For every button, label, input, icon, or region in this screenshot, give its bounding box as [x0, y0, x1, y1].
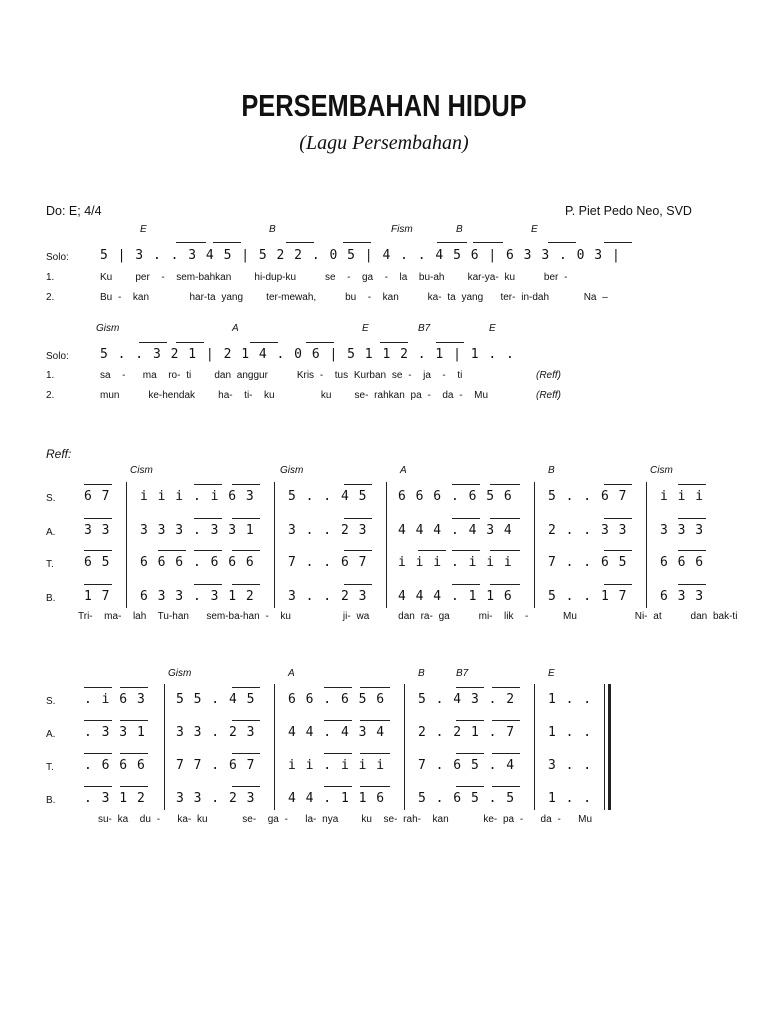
beam	[360, 720, 390, 721]
beam	[437, 242, 467, 243]
beam	[344, 550, 372, 551]
beam	[452, 518, 480, 519]
beam	[344, 518, 372, 519]
tenor-notes: 3 . .	[548, 758, 593, 773]
beam	[548, 242, 576, 243]
soprano-notes: 5 . 4 3 . 2	[418, 692, 516, 707]
voice-label-tenor: T.	[46, 559, 54, 570]
voice-label-bass: B.	[46, 593, 56, 604]
beam	[139, 342, 167, 343]
reff-marker: (Reff)	[536, 390, 561, 401]
beam	[492, 687, 520, 688]
soprano-notes: 1 . .	[548, 692, 593, 707]
bass-notes: 1 . .	[548, 791, 593, 806]
tenor-notes: . 6 6 6	[84, 758, 146, 773]
tenor-notes: 6 5	[84, 555, 111, 570]
beam	[232, 687, 260, 688]
reff-marker: (Reff)	[536, 370, 561, 381]
alto-notes: 4 4 4 . 4 3 4	[398, 523, 513, 538]
soprano-notes: i i i	[660, 489, 705, 504]
chord: B	[456, 224, 463, 235]
beam	[232, 753, 260, 754]
bass-notes: 5 . . 1 7	[548, 589, 628, 604]
beam	[84, 720, 112, 721]
barline	[164, 684, 165, 810]
beam	[490, 550, 520, 551]
chord: E	[489, 323, 496, 334]
tenor-notes: i i i . i i i	[398, 555, 513, 570]
beam	[436, 342, 464, 343]
lyrics-verse-1: Ku per - sem-bahkan hi-dup-ku se - ga - la bu-ah kar-ya- ku ber -	[100, 272, 568, 283]
alto-notes: 2 . 2 1 . 7	[418, 725, 516, 740]
refrain-lyrics: su- ka du - ka- ku se- ga - la- nya ku se- rah- kan ke- pa - da - Mu	[98, 814, 593, 825]
beam	[324, 720, 352, 721]
chord: E	[140, 224, 147, 235]
beam	[213, 242, 241, 243]
lyrics-verse-1: sa - ma ro- ti dan anggur Kris - tus Kurban se - ja - ti	[100, 370, 463, 381]
barline	[534, 684, 535, 810]
tenor-notes: 7 . . 6 5	[548, 555, 628, 570]
chord: Gism	[96, 323, 120, 334]
beam	[120, 753, 148, 754]
beam	[604, 518, 632, 519]
beam	[456, 753, 484, 754]
beam	[492, 720, 520, 721]
voice-label-solo: Solo:	[46, 351, 69, 362]
beam	[452, 484, 480, 485]
beam	[232, 484, 260, 485]
voice-label-bass: B.	[46, 795, 56, 806]
chord: Gism	[280, 465, 304, 476]
beam	[286, 242, 314, 243]
beam	[604, 550, 632, 551]
alto-notes: 3 3 . 2 3	[176, 725, 256, 740]
song-title: PERSEMBAHAN HIDUP	[241, 88, 527, 123]
beam	[678, 584, 706, 585]
bass-notes: 5 . 6 5 . 5	[418, 791, 516, 806]
beam	[418, 550, 446, 551]
beam	[194, 550, 222, 551]
beam	[344, 484, 372, 485]
bass-notes: . 3 1 2	[84, 791, 146, 806]
beam	[678, 518, 706, 519]
refrain-heading: Reff:	[46, 447, 72, 461]
beam	[194, 584, 222, 585]
barline	[646, 482, 647, 608]
beam	[452, 584, 480, 585]
beam	[452, 550, 480, 551]
bass-notes: 6 3 3 . 3 1 2	[140, 589, 255, 604]
beam	[120, 720, 148, 721]
alto-notes: 3 3 3	[660, 523, 705, 538]
voice-label-solo: Solo:	[46, 252, 69, 263]
song-subtitle: (Lagu Persembahan)	[299, 132, 469, 154]
beam	[84, 753, 112, 754]
soprano-notes: i i i . i 6 3	[140, 489, 255, 504]
verse-number: 2.	[46, 292, 55, 303]
chord: B	[418, 668, 425, 679]
beam	[84, 584, 112, 585]
beam	[84, 518, 112, 519]
alto-notes: 3 3 3 . 3 3 1	[140, 523, 255, 538]
tenor-notes: 6 6 6	[660, 555, 705, 570]
beam	[324, 687, 352, 688]
beam	[158, 550, 186, 551]
chord: B	[548, 465, 555, 476]
bass-notes: 4 4 4 . 1 1 6	[398, 589, 513, 604]
chord: B7	[456, 668, 469, 679]
solo-notes: 5 | 3 . . 3 4 5 | 5 2 2 . 0 5 | 4 . . 4 5 6 | 6 3 3 . 0 3 |	[100, 248, 621, 263]
beam	[232, 584, 260, 585]
beam	[324, 753, 352, 754]
bass-notes: 3 3 . 2 3	[176, 791, 256, 806]
chord: Cism	[650, 465, 673, 476]
bass-notes: 1 7	[84, 589, 111, 604]
barline	[404, 684, 405, 810]
soprano-notes: 5 5 . 4 5	[176, 692, 256, 707]
beam	[678, 484, 706, 485]
beam	[194, 484, 222, 485]
chord: E	[548, 668, 555, 679]
soprano-notes: . i 6 3	[84, 692, 146, 707]
lyrics-verse-2: mun ke-hendak ha- ti- ku ku se- rahkan pa - da - Mu	[100, 390, 489, 401]
barline	[534, 482, 535, 608]
alto-notes: 4 4 . 4 3 4	[288, 725, 386, 740]
beam	[344, 584, 372, 585]
beam	[490, 518, 520, 519]
beam	[360, 786, 390, 787]
soprano-notes: 6 7	[84, 489, 111, 504]
final-barline	[608, 684, 611, 810]
beam	[306, 342, 334, 343]
verse-number: 1.	[46, 272, 55, 283]
beam	[120, 786, 148, 787]
beam	[232, 786, 260, 787]
beam	[473, 242, 503, 243]
bass-notes: 6 3 3	[660, 589, 705, 604]
chord: B	[269, 224, 276, 235]
beam	[120, 687, 148, 688]
beam	[678, 550, 706, 551]
barline	[386, 482, 387, 608]
beam	[360, 753, 390, 754]
soprano-notes: 6 6 6 . 6 5 6	[398, 489, 513, 504]
soprano-notes: 6 6 . 6 5 6	[288, 692, 386, 707]
final-barline	[604, 684, 605, 810]
beam	[250, 342, 278, 343]
tenor-notes: i i . i i i	[288, 758, 386, 773]
chord: Cism	[130, 465, 153, 476]
solo-notes: 5 . . 3 2 1 | 2 1 4 . 0 6 | 5 1 1 2 . 1 | 1 . .	[100, 347, 515, 362]
beam	[84, 786, 112, 787]
soprano-notes: 5 . . 4 5	[288, 489, 368, 504]
key-signature: Do: E; 4/4	[46, 204, 102, 218]
beam	[232, 550, 260, 551]
beam	[456, 687, 484, 688]
tenor-notes: 6 6 6 . 6 6 6	[140, 555, 255, 570]
bass-notes: 3 . . 2 3	[288, 589, 368, 604]
composer: P. Piet Pedo Neo, SVD	[565, 204, 692, 218]
beam	[232, 518, 260, 519]
barline	[126, 482, 127, 608]
refrain-lyrics: Tri- ma- lah Tu-han sem-ba-han - ku ji- wa dan ra- ga mi- lik - Mu Ni- at dan bak-ti	[78, 611, 738, 622]
beam	[456, 786, 484, 787]
chord: Fism	[391, 224, 413, 235]
beam	[492, 786, 520, 787]
barline	[274, 482, 275, 608]
voice-label-tenor: T.	[46, 762, 54, 773]
chord: A	[400, 465, 407, 476]
beam	[324, 786, 352, 787]
bass-notes: 4 4 . 1 1 6	[288, 791, 386, 806]
beam	[490, 584, 520, 585]
alto-notes: 3 3	[84, 523, 111, 538]
beam	[84, 550, 112, 551]
voice-label-soprano: S.	[46, 696, 56, 707]
voice-label-alto: A.	[46, 729, 56, 740]
chord: A	[288, 668, 295, 679]
barline	[274, 684, 275, 810]
voice-label-alto: A.	[46, 527, 56, 538]
beam	[84, 687, 112, 688]
beam	[456, 720, 484, 721]
beam	[604, 242, 632, 243]
chord: A	[232, 323, 239, 334]
beam	[176, 242, 206, 243]
tenor-notes: 7 . 6 5 . 4	[418, 758, 516, 773]
beam	[343, 242, 371, 243]
verse-number: 2.	[46, 390, 55, 401]
beam	[490, 484, 520, 485]
beam	[604, 584, 632, 585]
beam	[604, 484, 632, 485]
tenor-notes: 7 . . 6 7	[288, 555, 368, 570]
beam	[492, 753, 520, 754]
chord: E	[531, 224, 538, 235]
alto-notes: 1 . .	[548, 725, 593, 740]
beam	[176, 342, 204, 343]
alto-notes: 2 . . 3 3	[548, 523, 628, 538]
soprano-notes: 5 . . 6 7	[548, 489, 628, 504]
tenor-notes: 7 7 . 6 7	[176, 758, 256, 773]
lyrics-verse-2: Bu - kan har-ta yang ter-mewah, bu - kan ka- ta yang ter- in-dah Na –	[100, 292, 608, 303]
beam	[194, 518, 222, 519]
beam	[360, 687, 390, 688]
chord: E	[362, 323, 369, 334]
alto-notes: . 3 3 1	[84, 725, 146, 740]
beam	[84, 484, 112, 485]
verse-number: 1.	[46, 370, 55, 381]
alto-notes: 3 . . 2 3	[288, 523, 368, 538]
chord: Gism	[168, 668, 192, 679]
chord: B7	[418, 323, 431, 334]
beam	[232, 720, 260, 721]
voice-label-soprano: S.	[46, 493, 56, 504]
beam	[380, 342, 408, 343]
